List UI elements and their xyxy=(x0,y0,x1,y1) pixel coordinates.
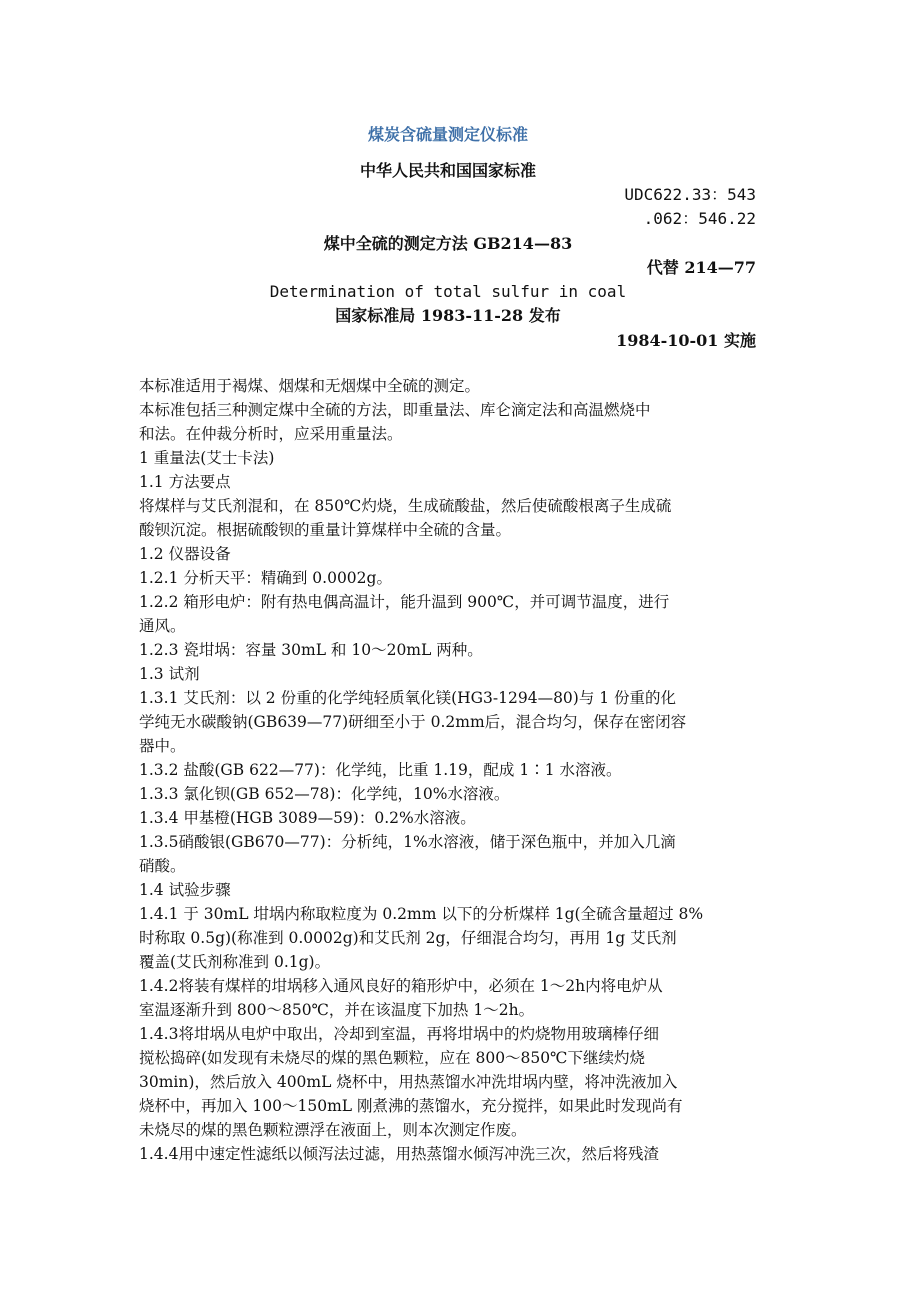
body-line: 未烧尽的煤的黑色颗粒漂浮在液面上，则本次测定作废。 xyxy=(139,1121,527,1139)
udc-code-line-2: .062：546.22 xyxy=(643,209,756,228)
body-line: 1.4.4用中速定性滤纸以倾泻法过滤，用热蒸馏水倾泻冲洗三次，然后将残渣 xyxy=(139,1145,659,1163)
section-heading: 1 重量法(艾士卡法) xyxy=(139,449,275,467)
body-line: 本标准包括三种测定煤中全硫的方法，即重量法、库仑滴定法和高温燃烧中 xyxy=(139,401,651,419)
national-standard-heading: 中华人民共和国国家标准 xyxy=(359,161,536,180)
body-line: 搅松捣碎(如发现有未烧尽的煤的黑色颗粒，应在 800～850℃下继续灼烧 xyxy=(139,1049,645,1067)
body-line: 本标准适用于褐煤、烟煤和无烟煤中全硫的测定。 xyxy=(139,377,481,395)
document-title: 煤炭含硫量测定仪标准 xyxy=(367,125,528,144)
section-heading: 1.3 试剂 xyxy=(139,665,200,683)
body-line: 酸钡沉淀。根据硫酸钡的重量计算煤样中全硫的含量。 xyxy=(139,521,512,539)
body-line: 烧杯中，再加入 100～150mL 刚煮沸的蒸馏水，充分搅拌，如果此时发现尚有 xyxy=(139,1097,683,1115)
section-heading: 1.2 仪器设备 xyxy=(139,545,231,563)
body-line: 将煤样与艾氏剂混和，在 850℃灼烧，生成硫酸盐，然后使硫酸根离子生成硫 xyxy=(139,497,672,515)
body-line: 1.4.1 于 30mL 坩埚内称取粒度为 0.2mm 以下的分析煤样 1g(全硫含量超过 8% xyxy=(139,905,704,923)
section-heading: 1.4 试验步骤 xyxy=(139,881,231,899)
body-line: 和法。在仲裁分析时，应采用重量法。 xyxy=(139,425,403,443)
body-line: 1.2.2 箱形电炉：附有热电偶高温计，能升温到 900℃，并可调节温度，进行 xyxy=(139,593,670,611)
udc-code-line-1: UDC622.33：543 xyxy=(624,185,756,204)
body-line: 1.3.2 盐酸(GB 622—77)：化学纯，比重 1.19，配成 1∶1 水溶液。 xyxy=(139,761,622,779)
replaces-standard: 代替 214—77 xyxy=(646,258,756,277)
effective-date: 1984-10-01 实施 xyxy=(616,331,756,350)
body-line: 通风。 xyxy=(139,617,186,635)
body-line: 1.3.4 甲基橙(HGB 3089—59)：0.2%水溶液。 xyxy=(139,809,476,827)
body-line: 1.4.3将坩埚从电炉中取出，冷却到室温，再将坩埚中的灼烧物用玻璃棒仔细 xyxy=(139,1025,659,1043)
body-line: 1.2.1 分析天平：精确到 0.0002g。 xyxy=(139,569,392,587)
section-heading: 1.1 方法要点 xyxy=(139,473,231,491)
body-line: 硝酸。 xyxy=(139,857,186,875)
standard-title: 煤中全硫的测定方法 GB214—83 xyxy=(323,234,573,253)
body-line: 时称取 0.5g)(称准到 0.0002g)和艾氏剂 2g，仔细混合均匀，再用 1g 艾氏剂 xyxy=(139,929,677,947)
body-line: 1.3.5硝酸银(GB670—77)：分析纯，1%水溶液，储于深色瓶中，并加入几滴 xyxy=(139,833,676,851)
body-line: 器中。 xyxy=(139,737,186,755)
body-line: 1.3.3 氯化钡(GB 652—78)：化学纯，10%水溶液。 xyxy=(139,785,510,803)
body-line: 1.2.3 瓷坩埚：容量 30mL 和 10～20mL 两种。 xyxy=(139,641,483,659)
body-line: 30min)，然后放入 400mL 烧杯中，用热蒸馏水冲洗坩埚内壁，将冲洗液加入 xyxy=(139,1073,678,1091)
issue-date: 国家标准局 1983-11-28 发布 xyxy=(335,306,561,325)
body-line: 覆盖(艾氏剂称准到 0.1g)。 xyxy=(139,953,331,971)
document-body xyxy=(139,374,759,1166)
body-line: 1.3.1 艾氏剂：以 2 份重的化学纯轻质氧化镁(HG3-1294—80)与 1 份重的化 xyxy=(139,689,677,707)
body-line: 1.4.2将装有煤样的坩埚移入通风良好的箱形炉中，必须在 1～2h内将电炉从 xyxy=(139,977,663,995)
body-line: 学纯无水碳酸钠(GB639—77)研细至小于 0.2mm后，混合均匀，保存在密闭容 xyxy=(139,713,687,731)
english-title: Determination of total sulfur in coal xyxy=(269,282,627,301)
body-line: 室温逐渐升到 800～850℃，并在该温度下加热 1～2h。 xyxy=(139,1001,535,1019)
